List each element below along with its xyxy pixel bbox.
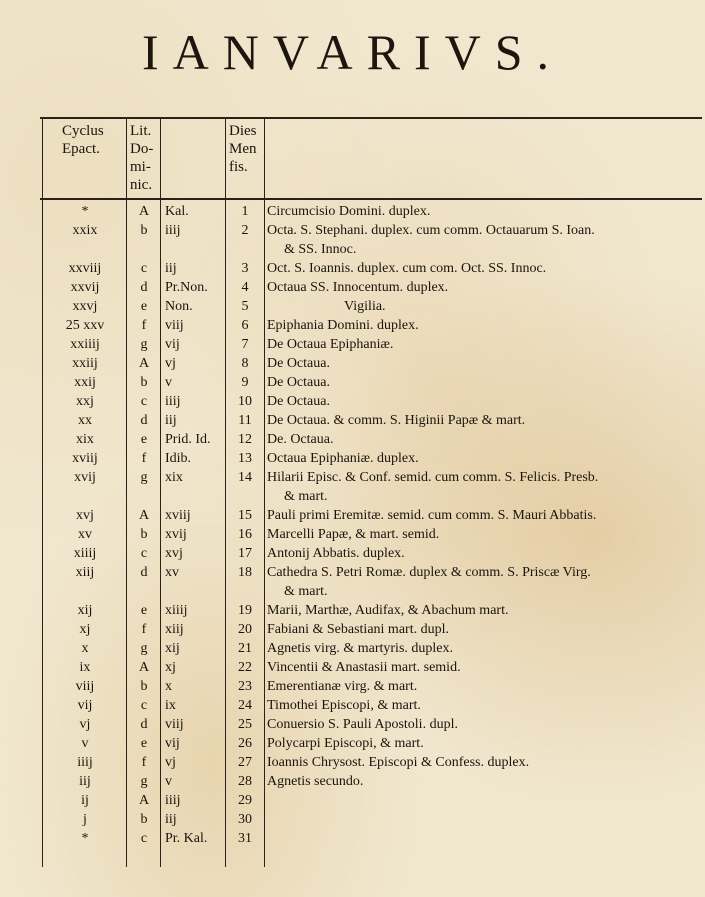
cell-dies: 18 xyxy=(238,565,252,580)
header-lit-line: nic. xyxy=(130,177,153,193)
cell-dies: 4 xyxy=(241,280,249,295)
table-row xyxy=(0,430,705,449)
cell-epact: xij xyxy=(77,603,93,618)
cell-office-continuation: & SS. Innoc. xyxy=(284,242,357,257)
cell-lit: e xyxy=(140,299,148,314)
cell-epact: xxij xyxy=(74,375,96,390)
header-top-rule xyxy=(40,117,702,119)
cell-epact: j xyxy=(83,812,87,827)
cell-kal: viij xyxy=(165,318,184,333)
cell-office: Octaua Epiphaniæ. duplex. xyxy=(267,451,419,466)
cell-office: Epiphania Domini. duplex. xyxy=(267,318,419,333)
cell-dies: 13 xyxy=(238,451,252,466)
table-row xyxy=(0,696,705,715)
header-dies-line: Dies xyxy=(229,123,257,139)
table-row xyxy=(0,449,705,468)
table-row xyxy=(0,468,705,487)
table-row xyxy=(0,278,705,297)
cell-lit: g xyxy=(140,641,148,656)
cell-office: Circumcisio Domini. duplex. xyxy=(267,204,431,219)
table-row xyxy=(0,620,705,639)
page-title: IANVARIVS. xyxy=(141,24,564,80)
cell-lit: b xyxy=(140,527,148,542)
cell-kal: iiij xyxy=(165,793,181,808)
cell-dies: 15 xyxy=(238,508,252,523)
cell-epact: xxix xyxy=(72,223,98,238)
cell-epact: xxvj xyxy=(72,299,98,314)
cell-dies: 5 xyxy=(241,299,249,314)
cell-epact: xvj xyxy=(76,508,94,523)
cell-kal: xj xyxy=(165,660,176,675)
table-row xyxy=(0,563,705,582)
table-row xyxy=(0,791,705,810)
table-row xyxy=(0,525,705,544)
cell-kal: v xyxy=(165,375,172,390)
cell-dies: 1 xyxy=(241,204,249,219)
cell-epact: xxiiij xyxy=(70,337,100,352)
cell-lit: f xyxy=(141,755,147,770)
cell-kal: xij xyxy=(165,641,180,656)
cell-kal: vj xyxy=(165,755,176,770)
cell-epact: iij xyxy=(79,774,91,789)
cell-kal: xix xyxy=(165,470,183,485)
cell-office: Conuersio S. Pauli Apostoli. dupl. xyxy=(267,717,458,732)
cell-lit: g xyxy=(140,337,148,352)
cell-dies: 14 xyxy=(238,470,252,485)
cell-kal: xiij xyxy=(165,622,184,637)
table-row xyxy=(0,354,705,373)
cell-lit: c xyxy=(140,261,148,276)
header-epact-line: Epact. xyxy=(62,141,100,157)
cell-lit: b xyxy=(140,223,148,238)
table-row xyxy=(0,772,705,791)
cell-kal: vij xyxy=(165,337,180,352)
table-row xyxy=(0,202,705,221)
cell-kal: xvj xyxy=(165,546,183,561)
cell-epact: * xyxy=(81,204,89,219)
cell-office: Octaua SS. Innocentum. duplex. xyxy=(267,280,449,295)
cell-lit: b xyxy=(140,679,148,694)
cell-dies: 8 xyxy=(241,356,249,371)
table-row xyxy=(0,506,705,525)
cell-dies: 29 xyxy=(238,793,252,808)
cell-lit: c xyxy=(140,394,148,409)
cell-dies: 26 xyxy=(238,736,252,751)
cell-epact: xxviij xyxy=(68,261,102,276)
cell-office: Octa. S. Stephani. duplex. cum comm. Octauarum S. Ioan. xyxy=(267,223,595,238)
cell-epact: * xyxy=(81,831,89,846)
cell-lit: c xyxy=(140,546,148,561)
header-dies-line: Men xyxy=(229,141,257,157)
cell-epact: xvij xyxy=(74,470,96,485)
cell-lit: c xyxy=(140,698,148,713)
cell-office: Marii, Marthæ, Audifax, & Abachum mart. xyxy=(267,603,509,618)
cell-kal: xiiij xyxy=(165,603,188,618)
cell-dies: 6 xyxy=(241,318,249,333)
cell-lit: d xyxy=(140,280,148,295)
cell-lit: d xyxy=(140,413,148,428)
cell-dies: 25 xyxy=(238,717,252,732)
cell-dies: 19 xyxy=(238,603,252,618)
cell-kal: Idib. xyxy=(165,451,192,466)
cell-office: Oct. S. Ioannis. duplex. cum com. Oct. SS. Innoc. xyxy=(267,261,547,276)
cell-kal: Non. xyxy=(165,299,193,314)
table-row xyxy=(0,753,705,772)
cell-kal: ix xyxy=(165,698,176,713)
cell-office: De Octaua Epiphaniæ. xyxy=(267,337,394,352)
cell-dies: 7 xyxy=(241,337,249,352)
cell-epact: x xyxy=(81,641,89,656)
cell-kal: iiij xyxy=(165,223,181,238)
table-row xyxy=(0,297,705,316)
header-dies-line: fis. xyxy=(229,159,248,175)
header-lit-line: Do- xyxy=(130,141,154,157)
cell-epact: xx xyxy=(78,413,92,428)
cell-office: De Octaua. xyxy=(267,375,330,390)
cell-dies: 10 xyxy=(238,394,252,409)
cell-office: Polycarpi Episcopi, & mart. xyxy=(267,736,424,751)
cell-kal: viij xyxy=(165,717,184,732)
cell-dies: 22 xyxy=(238,660,252,675)
cell-epact: ix xyxy=(79,660,91,675)
cell-dies: 3 xyxy=(241,261,249,276)
cell-kal: Kal. xyxy=(165,204,189,219)
cell-epact: xix xyxy=(76,432,94,447)
cell-lit: c xyxy=(140,831,148,846)
cell-office: Ioannis Chrysost. Episcopi & Confess. duplex. xyxy=(267,755,530,770)
cell-office-continuation: & mart. xyxy=(284,584,328,599)
table-row xyxy=(0,829,705,848)
table-row xyxy=(0,544,705,563)
cell-lit: A xyxy=(138,660,150,675)
cell-office: De Octaua. xyxy=(267,394,330,409)
cell-office: Agnetis virg. & martyris. duplex. xyxy=(267,641,453,656)
cell-office: Marcelli Papæ, & mart. semid. xyxy=(267,527,440,542)
cell-lit: A xyxy=(138,793,150,808)
cell-kal: xv xyxy=(165,565,179,580)
table-row xyxy=(0,601,705,620)
cell-lit: A xyxy=(138,204,150,219)
cell-epact: xiij xyxy=(75,565,95,580)
table-row xyxy=(0,715,705,734)
cell-kal: iij xyxy=(165,812,177,827)
header-bottom-rule xyxy=(40,198,702,200)
cell-office: Hilarii Episc. & Conf. semid. cum comm. S. Felicis. Presb. xyxy=(267,470,599,485)
table-row xyxy=(0,335,705,354)
cell-kal: xviij xyxy=(165,508,191,523)
header-epact xyxy=(62,122,126,158)
header-lit xyxy=(130,122,162,194)
cell-epact: v xyxy=(81,736,89,751)
cell-epact: ij xyxy=(81,793,89,808)
table-row xyxy=(0,658,705,677)
table-row xyxy=(0,392,705,411)
table-row xyxy=(0,259,705,278)
cell-kal: vj xyxy=(165,356,176,371)
cell-dies: 30 xyxy=(238,812,252,827)
cell-office: Agnetis secundo. xyxy=(267,774,364,789)
cell-kal: Pr.Non. xyxy=(165,280,208,295)
cell-lit: e xyxy=(140,736,148,751)
cell-epact: xxj xyxy=(76,394,94,409)
cell-lit: f xyxy=(141,318,147,333)
cell-dies: 11 xyxy=(238,413,252,428)
cell-kal: Prid. Id. xyxy=(165,432,211,447)
cell-lit: f xyxy=(141,622,147,637)
cell-epact: 25 xxv xyxy=(65,318,105,333)
cell-dies: 23 xyxy=(238,679,252,694)
table-row xyxy=(0,221,705,240)
cell-dies: 28 xyxy=(238,774,252,789)
cell-kal: iij xyxy=(165,413,177,428)
cell-office: De. Octaua. xyxy=(267,432,334,447)
cell-lit: d xyxy=(140,565,148,580)
cell-epact: xiiij xyxy=(73,546,97,561)
cell-epact: xj xyxy=(79,622,91,637)
table-row xyxy=(0,810,705,829)
header-lit-line: mi- xyxy=(130,159,151,175)
cell-lit: A xyxy=(138,508,150,523)
cell-lit: e xyxy=(140,603,148,618)
cell-epact: xv xyxy=(78,527,92,542)
header-epact-line: Cyclus xyxy=(62,123,104,139)
cell-epact: viij xyxy=(75,679,95,694)
cell-lit: g xyxy=(140,470,148,485)
cell-dies: 21 xyxy=(238,641,252,656)
cell-kal: xvij xyxy=(165,527,187,542)
cell-epact: xviij xyxy=(72,451,98,466)
cell-office: Vigilia. xyxy=(344,299,386,314)
cell-office: Fabiani & Sebastiani mart. dupl. xyxy=(267,622,449,637)
cell-office: Emerentianæ virg. & mart. xyxy=(267,679,418,694)
cell-epact: vij xyxy=(77,698,93,713)
cell-dies: 24 xyxy=(238,698,252,713)
cell-kal: Pr. Kal. xyxy=(165,831,208,846)
table-row xyxy=(0,373,705,392)
cell-dies: 16 xyxy=(238,527,252,542)
cell-lit: b xyxy=(140,375,148,390)
cell-epact: iiij xyxy=(77,755,93,770)
cell-kal: iiij xyxy=(165,394,181,409)
cell-dies: 17 xyxy=(238,546,252,561)
cell-office: De Octaua. & comm. S. Higinii Papæ & mart. xyxy=(267,413,526,428)
cell-office: Pauli primi Eremitæ. semid. cum comm. S. Mauri Abbatis. xyxy=(267,508,597,523)
cell-dies: 31 xyxy=(238,831,252,846)
cell-office: Vincentii & Anastasii mart. semid. xyxy=(267,660,461,675)
cell-office: Antonij Abbatis. duplex. xyxy=(267,546,405,561)
cell-kal: iij xyxy=(165,261,177,276)
cell-office: Timothei Episcopi, & mart. xyxy=(267,698,421,713)
cell-kal: vij xyxy=(165,736,180,751)
table-row xyxy=(0,677,705,696)
cell-dies: 27 xyxy=(238,755,252,770)
cell-office-continuation: & mart. xyxy=(284,489,328,504)
table-row xyxy=(0,316,705,335)
cell-dies: 2 xyxy=(241,223,249,238)
header-lit-line: Lit. xyxy=(130,123,152,139)
cell-epact: vj xyxy=(79,717,91,732)
cell-lit: g xyxy=(140,774,148,789)
table-row xyxy=(0,639,705,658)
header-dies xyxy=(229,122,265,176)
cell-lit: b xyxy=(140,812,148,827)
table-row xyxy=(0,411,705,430)
table-row xyxy=(0,734,705,753)
cell-lit: e xyxy=(140,432,148,447)
cell-epact: xxiij xyxy=(72,356,98,371)
cell-kal: x xyxy=(165,679,172,694)
cell-dies: 9 xyxy=(241,375,249,390)
cell-lit: d xyxy=(140,717,148,732)
cell-lit: A xyxy=(138,356,150,371)
cell-epact: xxvij xyxy=(70,280,100,295)
cell-dies: 20 xyxy=(238,622,252,637)
cell-kal: v xyxy=(165,774,172,789)
cell-office: Cathedra S. Petri Romæ. duplex & comm. S. Priscæ Virg. xyxy=(267,565,591,580)
cell-office: De Octaua. xyxy=(267,356,330,371)
cell-lit: f xyxy=(141,451,147,466)
cell-dies: 12 xyxy=(238,432,252,447)
